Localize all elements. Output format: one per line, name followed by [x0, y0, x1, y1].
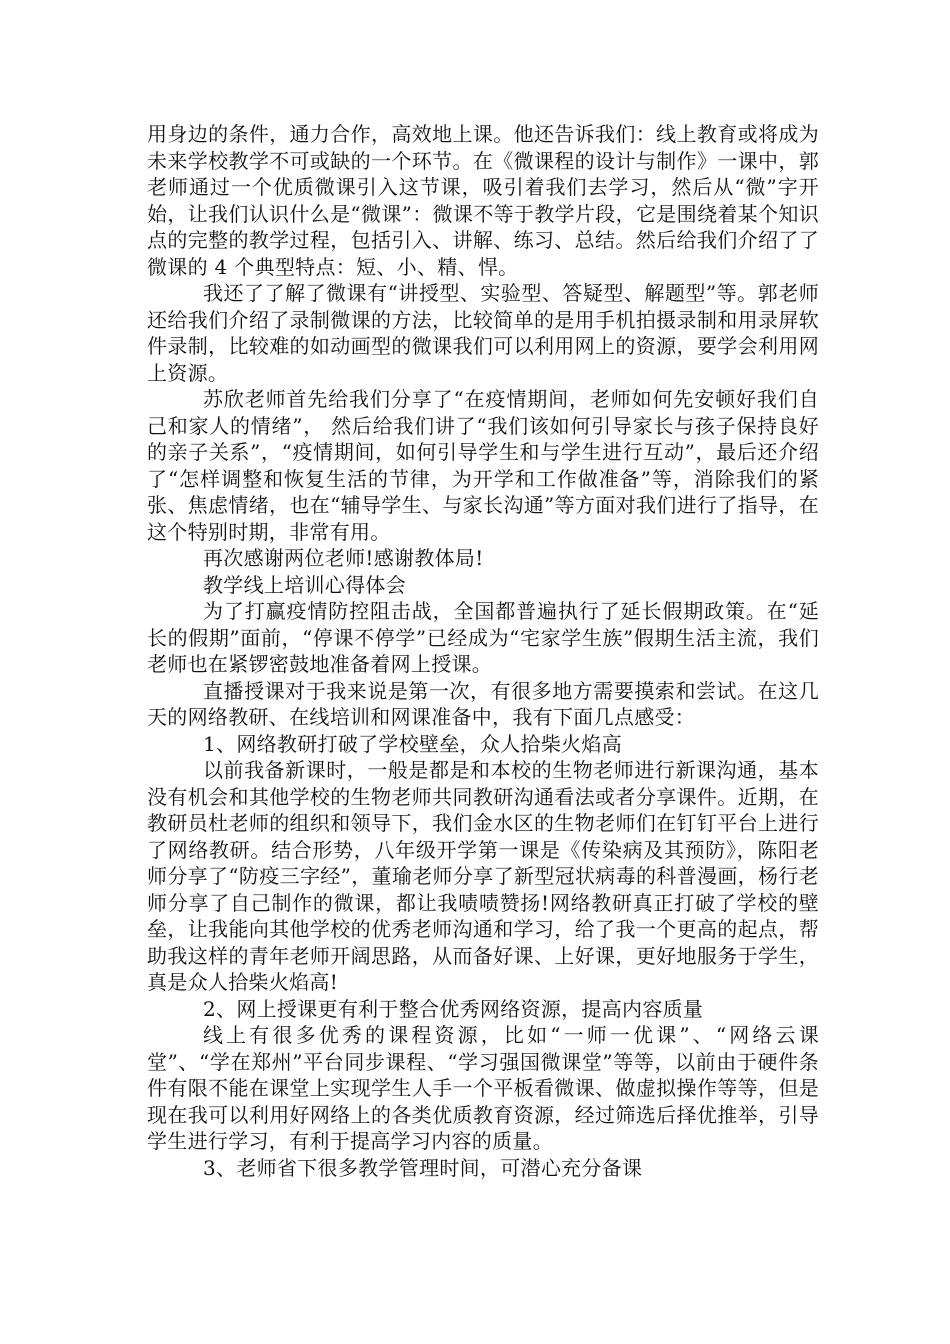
paragraph: 我还了了解了微课有“讲授型、实验型、答疑型、解题型”等。郭老师还给我们介绍了录制微课的方法，比较简单的是用手机拍摄录制和用录屏软件录制，比较难的如动画型的微课我们可以利用网上的资源，要学会利用网上资源。: [147, 281, 819, 385]
paragraph: 苏欣老师首先给我们分享了“在疫情期间，老师如何先安顿好我们自己和家人的情绪”， 然后给我们讲了“我们该如何引导家长与孩子保持良好的亲子关系”，“疫情期间，如何引导学生和与学生进行互动”，最后还介绍了“怎样调整和恢复生活的节律，为开学和工作做准备”等，消除我们的紧张、焦虑情绪，也在“辅导学生、与家长沟通”等方面对我们进行了指导，在这个特别时期，非常有用。: [147, 387, 819, 544]
point-heading: 3、老师省下很多教学管理时间，可潜心充分备课: [203, 1155, 643, 1180]
document-body: [147, 121, 819, 1181]
paragraph: 线上有很多优秀的课程资源，比如“一师一优课”、“网络云课堂”、“学在郑州”平台同步课程、“学习强国微课堂”等等，以前由于硬件条件有限不能在课堂上实现学生人手一个平板看微课、做虚拟操作等等，但是现在我可以利用好网络上的各类优质教育资源，经过筛选后择优推举，引导学生进行学习，有利于提高学习内容的质量。: [147, 1023, 819, 1153]
point-heading: 1、网络教研打破了学校壁垒，众人拾柴火焰高: [203, 731, 623, 756]
section-heading: 教学线上培训心得体会: [203, 572, 406, 597]
paragraph: 为了打赢疫情防控阻击战，全国都普遍执行了延长假期政策。在“延长的假期”面前，“停课不停学”已经成为“宅家学生族”假期生活主流，我们老师也在紧锣密鼓地准备着网上授课。: [147, 599, 819, 676]
paragraph: 再次感谢两位老师!感谢教体局!: [203, 546, 484, 570]
point-heading: 2、网上授课更有利于整合优秀网络资源，提高内容质量: [203, 996, 704, 1021]
paragraph: 用身边的条件，通力合作，高效地上课。他还告诉我们：线上教育或将成为未来学校教学不可或缺的一个环节。在《微课程的设计与制作》一课中，郭老师通过一个优质微课引入这节课，吸引着我们去学习，然后从“微”字开始，让我们认识什么是“微课”：微课不等于教学片段，它是围绕着某个知识点的完整的教学过程，包括引入、讲解、练习、总结。然后给我们介绍了了微课的 4 个典型特点：短、小、精、悍。: [147, 122, 819, 279]
paragraph: 以前我备新课时，一般是都是和本校的生物老师进行新课沟通，基本没有机会和其他学校的生物老师共同教研沟通看法或者分享课件。近期，在教研员杜老师的组织和领导下，我们金水区的生物老师们在钉钉平台上进行了网络教研。结合形势，八年级开学第一课是《传染病及其预防》，陈阳老师分享了“防疫三字经”，董瑜老师分享了新型冠状病毒的科普漫画，杨行老师分享了自己制作的微课，都让我啧啧赞扬!网络教研真正打破了学校的壁垒，让我能向其他学校的优秀老师沟通和学习，给了我一个更高的起点，帮助我这样的青年老师开阔思路，从而备好课、上好课，更好地服务于学生，真是众人拾柴火焰高!: [147, 758, 819, 994]
paragraph: 直播授课对于我来说是第一次，有很多地方需要摸索和尝试。在这几天的网络教研、在线培训和网课准备中，我有下面几点感受：: [147, 678, 819, 729]
